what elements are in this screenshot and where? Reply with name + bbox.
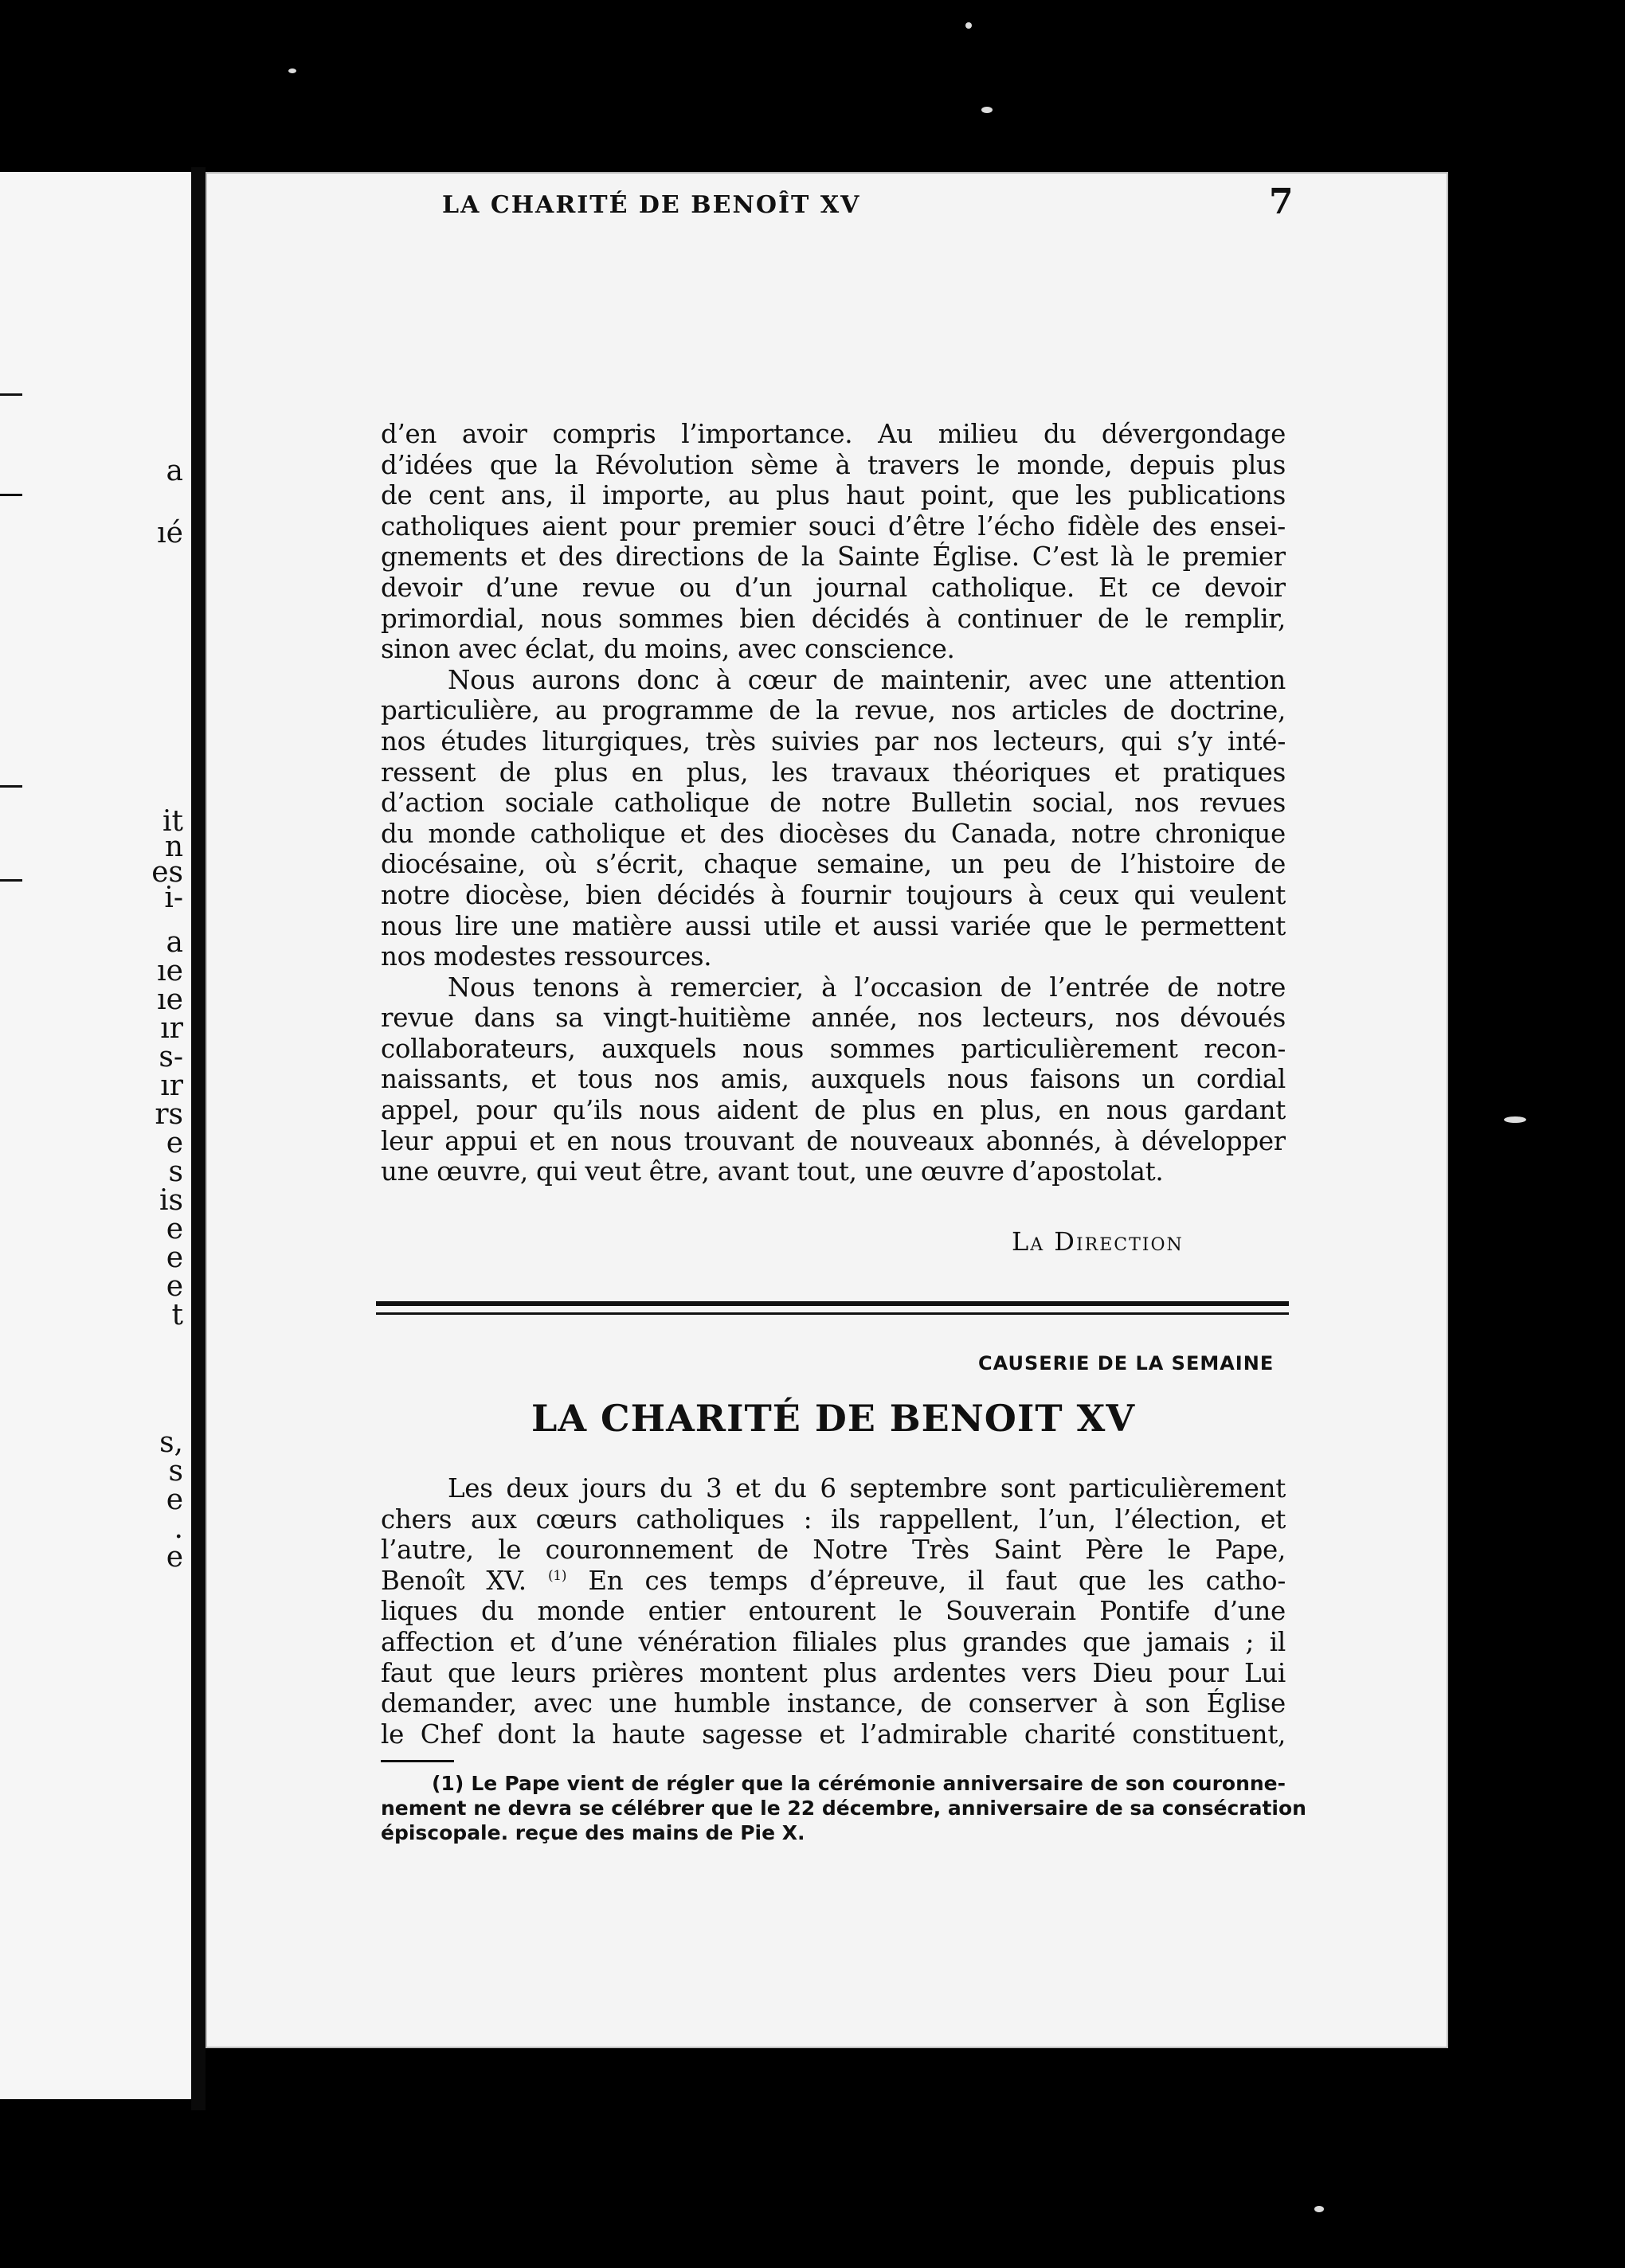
- text-line: leur appui et en nous trouvant de nouveaux abonnés, à développer: [381, 1125, 1286, 1156]
- section-kicker: CAUSERIE DE LA SEMAINE: [978, 1352, 1275, 1374]
- footnote-line: épiscopale. reçue des mains de Pie X.: [381, 1821, 805, 1844]
- text-line: du monde catholique et des diocèses du Canada, notre chronique: [381, 818, 1286, 849]
- book-gutter: [191, 167, 206, 2110]
- left-page-rule: [0, 393, 22, 396]
- text-line: l’autre, le couronnement de Notre Très Saint Père le Pape,: [381, 1535, 1286, 1566]
- text-line: nos modestes ressources.: [381, 941, 712, 972]
- footnote-line: (1) Le Pape vient de régler que la cérémonie anniversaire de son couronne-: [432, 1772, 1286, 1795]
- section-double-rule-bottom: [376, 1312, 1289, 1315]
- intro-text: [381, 419, 1286, 1187]
- text-line: de cent ans, il importe, au plus haut point, que les publications: [381, 480, 1286, 511]
- text-line: nos études liturgiques, très suivies par nos lecteurs, qui s’y inté-: [381, 725, 1286, 757]
- left-page-rule: [0, 494, 22, 496]
- scan-speck: [981, 107, 993, 113]
- text-line: d’idées que la Révolution sème à travers le monde, depuis plus: [381, 449, 1286, 480]
- left-page-fragment: ır: [160, 1069, 183, 1102]
- left-page-fragment: .: [174, 1512, 183, 1545]
- footnote-rule: [381, 1760, 454, 1762]
- footnote-line: nement ne devra se célébrer que le 22 décembre, anniversaire de sa consécration: [381, 1797, 1306, 1820]
- left-page-fragment: e: [166, 1213, 183, 1245]
- scan-speck: [288, 68, 296, 73]
- section-double-rule-top: [376, 1301, 1289, 1306]
- text-line: sinon avec éclat, du moins, avec conscience.: [381, 634, 955, 665]
- text-line: primordial, nous sommes bien décidés à continuer de le remplir,: [381, 603, 1286, 634]
- text-line: Nous tenons à remercier, à l’occasion de l’entrée de notre: [448, 972, 1286, 1003]
- scan-speck: [965, 22, 972, 29]
- text-line: gnements et des directions de la Sainte Église. C’est là le premier: [381, 542, 1286, 573]
- text-line: d’en avoir compris l’importance. Au milieu du dévergondage: [381, 419, 1286, 449]
- left-page-fragment: e: [166, 1127, 183, 1159]
- left-page-fragment: e: [166, 1270, 183, 1303]
- left-page-fragment: i-: [164, 882, 183, 914]
- left-page-edge: [0, 172, 194, 2099]
- text-line: notre diocèse, bien décidés à fournir toujours à ceux qui veulent: [381, 879, 1286, 910]
- left-page-fragment: s-: [159, 1041, 183, 1073]
- paragraph: [381, 972, 1286, 1187]
- left-page-fragment: s,: [159, 1426, 183, 1459]
- left-page-fragment: rs: [155, 1098, 183, 1131]
- article-text: [381, 1473, 1286, 1750]
- left-page-fragment: n: [164, 831, 183, 863]
- footnote: [381, 1771, 1306, 1845]
- text-line: demander, avec une humble instance, de conserver à son Église: [381, 1688, 1286, 1719]
- left-page-fragment: e: [166, 1484, 183, 1516]
- left-page-fragment: ır: [160, 1012, 183, 1045]
- paragraph: [381, 419, 1286, 665]
- left-page-fragment: e: [166, 1541, 183, 1574]
- left-page-fragment: e: [166, 1242, 183, 1274]
- text-line: catholiques aient pour premier souci d’être l’écho fidèle des ensei-: [381, 510, 1286, 542]
- signature: La Direction: [1012, 1226, 1184, 1257]
- text-fragment: En ces temps d’épreuve, il faut que les catho-: [588, 1565, 1286, 1596]
- text-line: collaborateurs, auxquels nous sommes particulièrement recon-: [381, 1033, 1286, 1064]
- left-page-fragment: t: [171, 1299, 183, 1331]
- page-number: 7: [1269, 182, 1294, 222]
- text-line: Nous aurons donc à cœur de maintenir, avec une attention: [448, 664, 1286, 695]
- text-line: revue dans sa vingt-huitième année, nos lecteurs, nos dévoués: [381, 1003, 1286, 1034]
- scan-speck: [1314, 2206, 1324, 2212]
- left-page-rule: [0, 879, 22, 882]
- article-paragraph: [381, 1473, 1286, 1750]
- text-line: chers aux cœurs catholiques : ils rappellent, l’un, l’élection, et: [381, 1504, 1286, 1535]
- left-page-fragment: a: [166, 455, 183, 487]
- left-page-fragment: ıe: [157, 955, 183, 987]
- text-fragment: Benoît XV.: [381, 1565, 527, 1596]
- text-line: naissants, et tous nos amis, auxquels nous faisons un cordial: [381, 1064, 1286, 1095]
- footnote-reference: (1): [547, 1567, 567, 1584]
- text-line: Les deux jours du 3 et du 6 septembre sont particulièrement: [448, 1473, 1286, 1504]
- left-page-fragment: a: [166, 926, 183, 959]
- left-page-fragment: it: [162, 805, 183, 838]
- running-head: LA CHARITÉ DE BENOÎT XV: [442, 191, 861, 219]
- text-line: affection et d’une vénération filiales plus grandes que jamais ; il: [381, 1626, 1286, 1657]
- text-line: d’action sociale catholique de notre Bulletin social, nos revues: [381, 788, 1286, 819]
- text-line: particulière, au programme de la revue, nos articles de doctrine,: [381, 695, 1286, 726]
- left-page-fragment: s: [168, 1156, 183, 1188]
- text-line: ressent de plus en plus, les travaux théoriques et pratiques: [381, 757, 1286, 788]
- text-line: faut que leurs prières montent plus ardentes vers Dieu pour Lui: [381, 1657, 1286, 1688]
- left-page-fragment: es: [151, 856, 183, 889]
- left-page-fragment: ıé: [157, 517, 183, 549]
- text-line: [381, 1566, 1286, 1597]
- left-page-fragment: is: [159, 1184, 183, 1217]
- left-page-fragment: s: [168, 1455, 183, 1488]
- left-page-fragment: ıe: [157, 983, 183, 1016]
- text-line: liques du monde entier entourent le Souverain Pontife d’une: [381, 1596, 1286, 1627]
- text-line: appel, pour qu’ils nous aident de plus en plus, en nous gardant: [381, 1095, 1286, 1126]
- text-line: le Chef dont la haute sagesse et l’admirable charité constituent,: [381, 1719, 1286, 1750]
- text-line: diocésaine, où s’écrit, chaque semaine, un peu de l’histoire de: [381, 849, 1286, 880]
- article-title: LA CHARITÉ DE BENOIT XV: [531, 1397, 1136, 1440]
- text-line: une œuvre, qui veut être, avant tout, une œuvre d’apostolat.: [381, 1156, 1164, 1187]
- paragraph: [381, 665, 1286, 972]
- text-line: nous lire une matière aussi utile et aussi variée que le permettent: [381, 910, 1286, 941]
- text-line: devoir d’une revue ou d’un journal catholique. Et ce devoir: [381, 572, 1286, 603]
- scan-speck: [1504, 1116, 1526, 1123]
- left-page-rule: [0, 785, 22, 788]
